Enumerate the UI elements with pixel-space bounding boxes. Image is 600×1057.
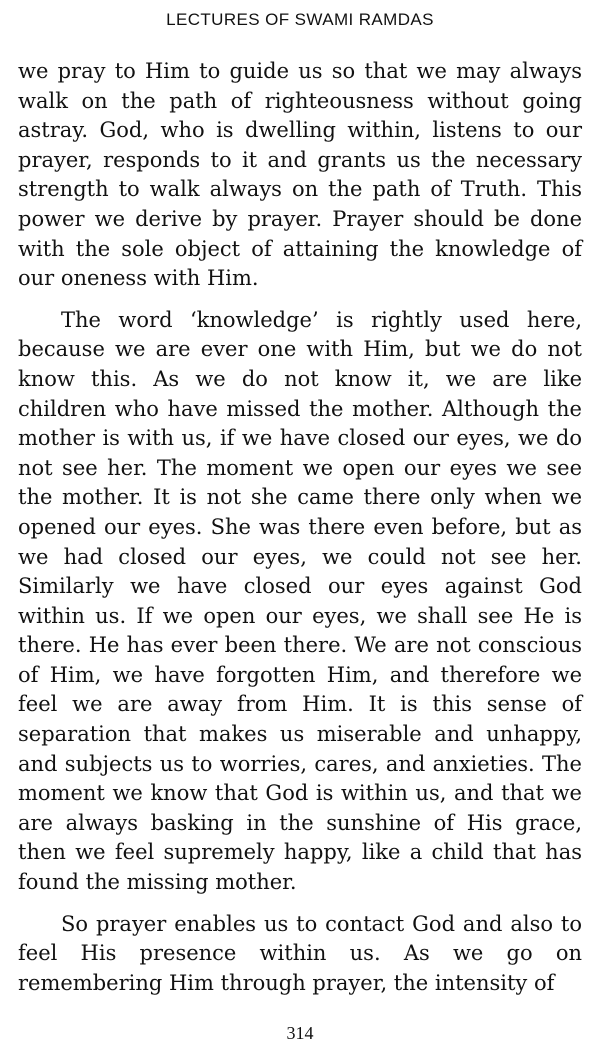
body-text [18, 57, 582, 998]
page-number: 314 [286, 1023, 314, 1043]
paragraph-3: So prayer enables us to contact God and also to feel His presence within us. As we go on remembering Him through prayer, the intensity of [18, 911, 582, 995]
running-header: LECTURES OF SWAMI RAMDAS [166, 10, 434, 29]
paragraph-2: The word ‘knowledge’ is rightly used here, because we are ever one with Him, but we do not know this. As we do not know it, we are like children who have missed the mother. Although the mother is with us, if we have closed our eyes, we do not see her. The moment we open our eyes we see the mother. It is not she came there only when we opened our eyes. She was there even before, but as we had closed our eyes, we could not see her. Similarly we have closed our eyes against God within us. If we open our eyes, we shall see He is there. He has ever been there. We are not conscious of Him, we have forgotten Him, and therefore we feel we are away from Him. It is this sense of separation that makes us miserable and unhappy, and subjects us to worries, cares, and anxieties. The moment we know that God is within us, and that we are always basking in the sunshine of His grace, then we feel supremely happy, like a child that has found the missing mother. [18, 307, 582, 895]
paragraph-1: we pray to Him to guide us so that we may always walk on the path of righteousness without going astray. God, who is dwelling within, listens to our prayer, responds to it and grants us the necessary strength to walk always on the path of Truth. This power we derive by prayer. Prayer should be done with the sole object of attaining the knowledge of our oneness with Him. [18, 59, 582, 291]
